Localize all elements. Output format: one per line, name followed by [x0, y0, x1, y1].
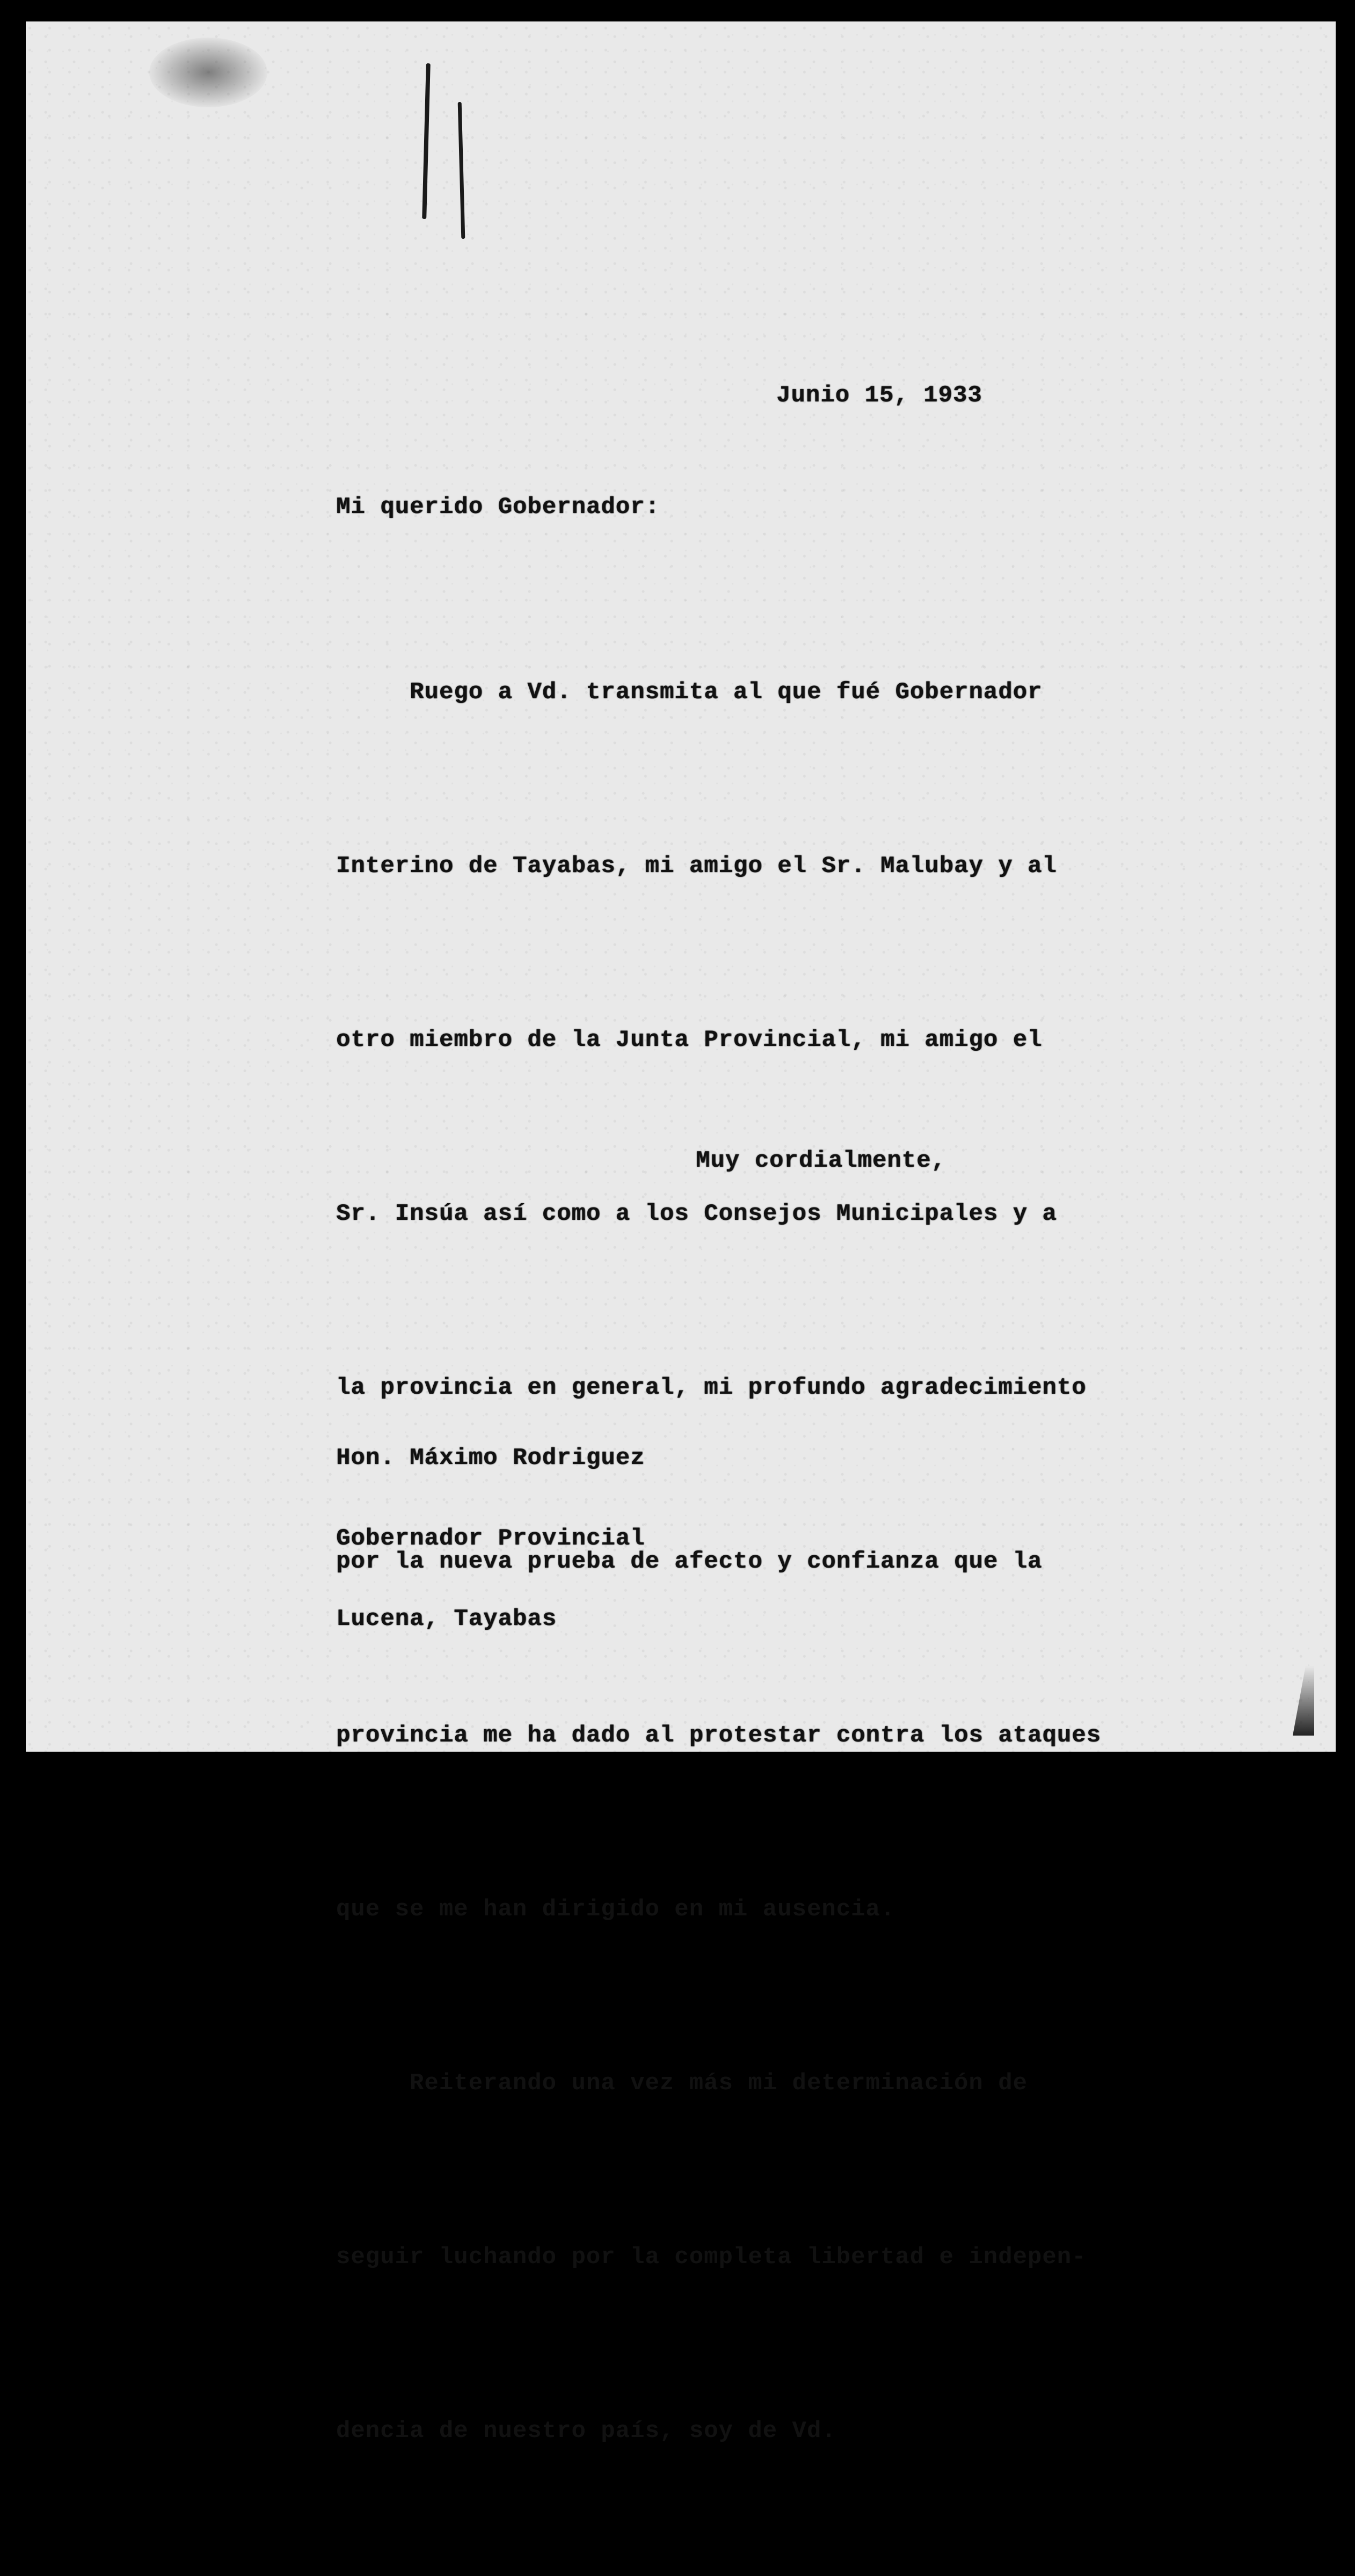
pencil-mark: [458, 102, 465, 239]
body-line: dencia de nuestro país, soy de Vd.: [336, 2418, 836, 2445]
recipient-location: Lucena, Tayabas: [336, 1606, 557, 1633]
body-line: Reiterando una vez más mi determinación de: [336, 2070, 1028, 2097]
ink-smudge: [149, 38, 267, 107]
body-line: por la nueva prueba de afecto y confianza que la: [336, 1548, 1043, 1575]
recipient-address: [336, 1391, 645, 1686]
page-corner-shadow: [1293, 1666, 1314, 1736]
salutation: Mi querido Gobernador:: [336, 494, 660, 521]
body-line: seguir luchando por la completa libertad e indepen-: [336, 2244, 1087, 2271]
body-line: Sr. Insúa así como a los Consejos Municipales y a: [336, 1201, 1057, 1227]
body-line: otro miembro de la Junta Provincial, mi amigo el: [336, 1027, 1043, 1053]
letter-page: [26, 21, 1336, 2445]
body-line: Ruego a Vd. transmita al que fué Gobernador: [336, 679, 1043, 706]
recipient-title: Gobernador Provincial: [336, 1525, 645, 1552]
body-line: Interino de Tayabas, mi amigo el Sr. Malubay y al: [336, 853, 1057, 880]
letter-date: Junio 15, 1933: [776, 382, 982, 409]
pencil-mark: [422, 63, 431, 219]
body-line: la provincia en general, mi profundo agradecimiento: [336, 1374, 1087, 1401]
recipient-name: Hon. Máximo Rodriguez: [336, 1445, 645, 1472]
closing: Muy cordialmente,: [696, 1147, 946, 1174]
body-line: que se me han dirigido en mi ausencia.: [336, 1896, 895, 1923]
body-line: provincia me ha dado al protestar contra los ataques: [336, 1722, 1102, 1749]
